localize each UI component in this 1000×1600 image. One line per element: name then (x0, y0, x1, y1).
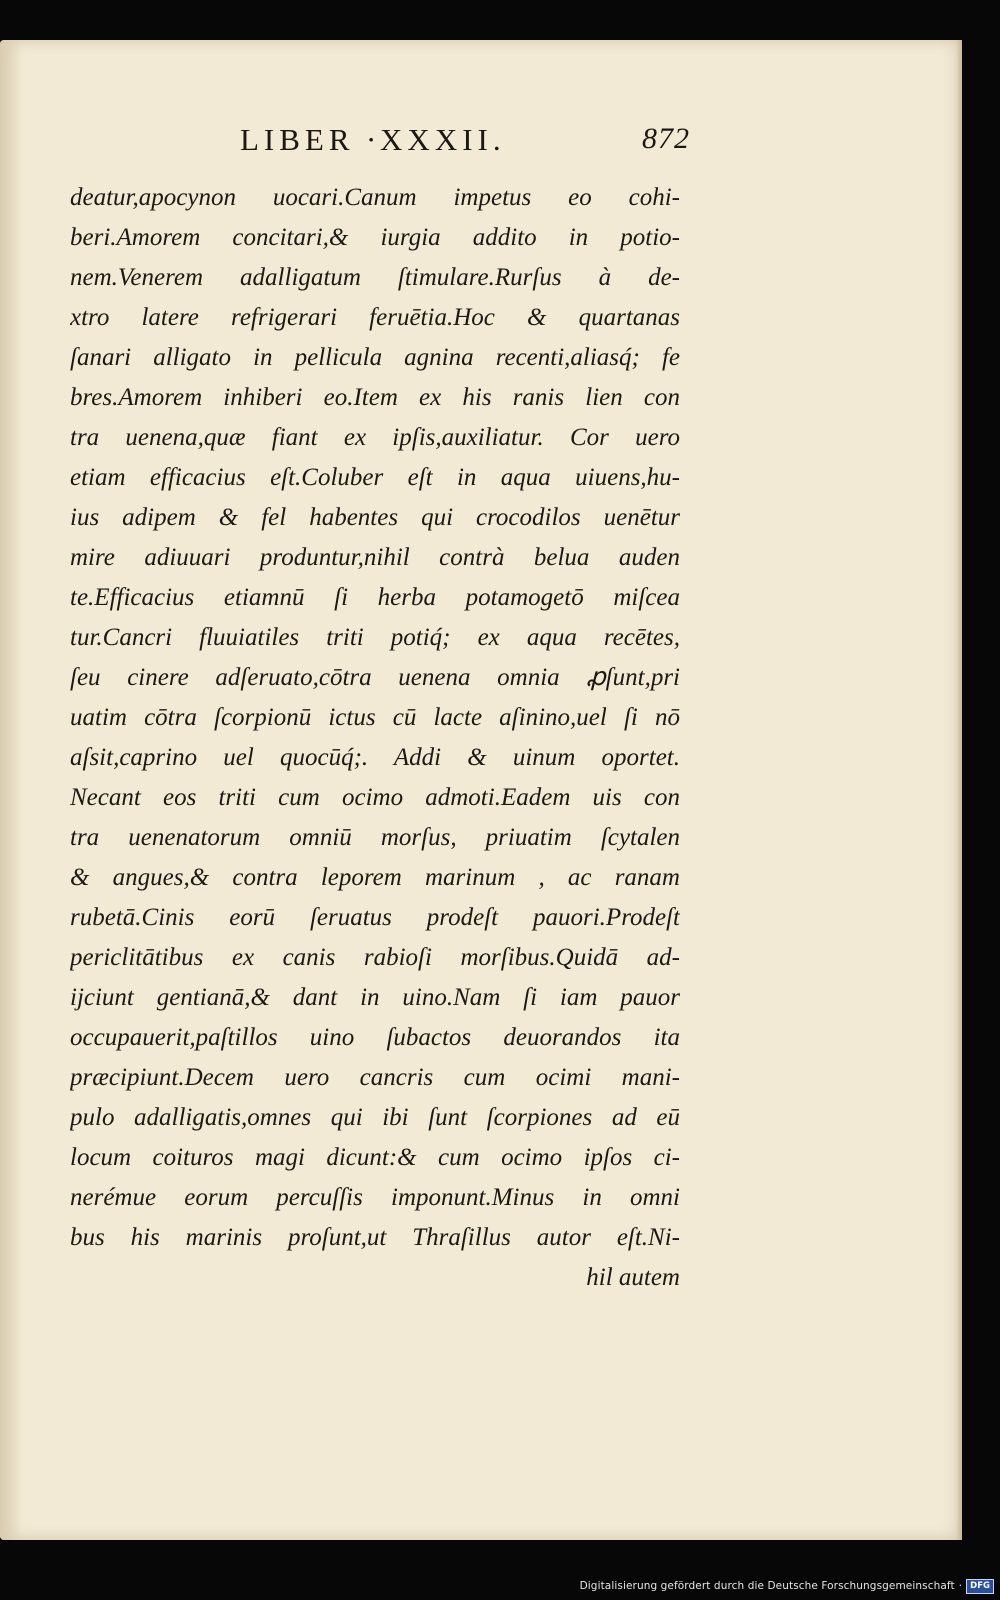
text-line: tur.Cancri fluuiatiles triti potiq́; ex aqua recētes, (70, 624, 680, 651)
running-title: LIBER ∙XXXII. (240, 122, 506, 157)
page-number: 872 (642, 122, 690, 155)
text-line: nerémue eorum percuſſis imponunt.Minus in omni (70, 1184, 680, 1211)
text-line: ijciunt gentianā,& dant in uino.Nam ſi iam pauor (70, 984, 680, 1011)
running-head (240, 122, 690, 164)
funding-footer (580, 1578, 994, 1594)
text-line: bres.Amorem inhiberi eo.Item ex his ranis lien con (70, 384, 680, 411)
text-line: ius adipem & fel habentes qui crocodilos uenētur (70, 504, 680, 531)
dfg-logo-icon: DFG (966, 1579, 994, 1594)
text-line: xtro latere refrigerari feruētia.Hoc & quartanas (70, 304, 680, 331)
funding-credit: Digitalisierung gefördert durch die Deutsche Forschungsgemeinschaft (579, 1580, 955, 1592)
text-line: etiam efficacius eſt.Coluber eſt in aqua uiuens,hu- (70, 464, 680, 491)
text-line: rubetā.Cinis eorū ſeruatus prodeſt pauori.Prodeſt (70, 904, 680, 931)
text-line: ſeu cinere adſeruato,cōtra uenena omnia ꝓſunt,pri (70, 664, 680, 691)
text-line: præcipiunt.Decem uero cancris cum ocimi mani- (70, 1064, 680, 1091)
text-line: nem.Venerem adalligatum ſtimulare.Rurſus à de- (70, 264, 680, 291)
text-line: uatim cōtra ſcorpionū ictus cū lacte aſinino,uel ſi nō (70, 704, 680, 731)
text-line: Necant eos triti cum ocimo admoti.Eadem uis con (70, 784, 680, 811)
text-line: bus his marinis proſunt,ut Thraſillus autor eſt.Ni- (70, 1224, 680, 1251)
footer-separator-dot: · (958, 1580, 963, 1592)
text-line: beri.Amorem concitari,& iurgia addito in potio- (70, 224, 680, 251)
text-line: occupauerit,paſtillos uino ſubactos deuorandos ita (70, 1024, 680, 1051)
text-line: locum coituros magi dicunt:& cum ocimo ipſos ci- (70, 1144, 680, 1171)
text-line: pulo adalligatis,omnes qui ibi ſunt ſcorpiones ad eū (70, 1104, 680, 1131)
text-line: mire adiuuari produntur,nihil contrà belua auden (70, 544, 680, 571)
text-line: deatur,apocynon uocari.Canum impetus eo cohi- (70, 184, 680, 211)
text-line: tra uenena,quæ fiant ex ipſis,auxiliatur. Cor uero (70, 424, 680, 451)
catchword: hil autem (586, 1264, 680, 1291)
text-line: & angues,& contra leporem marinum , ac ranam (70, 864, 680, 891)
text-line: te.Efficacius etiamnū ſi herba potamogetō miſcea (70, 584, 680, 611)
book-page (0, 40, 962, 1540)
text-line: periclitātibus ex canis rabioſi morſibus.Quidā ad- (70, 944, 680, 971)
text-line: aſsit,caprino uel quocūq́;. Addi & uinum oportet. (70, 744, 680, 771)
text-line: ſanari alligato in pellicula agnina recenti,aliasq́; fe (70, 344, 680, 371)
body-text (70, 178, 680, 1298)
text-line: tra uenenatorum omniū morſus, priuatim ſcytalen (70, 824, 680, 851)
